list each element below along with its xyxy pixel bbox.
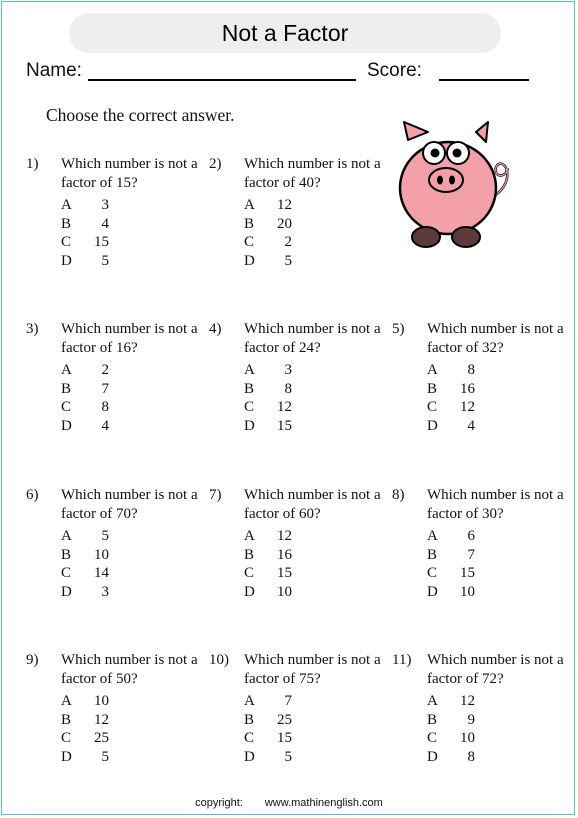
question-6 [26,486,206,616]
answer-option[interactable] [244,398,304,417]
footer [0,797,578,809]
question-number: 7) [209,487,222,503]
option-letter: D [244,748,255,765]
answer-option[interactable] [244,196,304,215]
answer-option[interactable] [244,692,304,711]
name-label: Name: [26,60,82,81]
option-letter: C [61,234,72,250]
option-value: 2 [101,362,109,378]
answer-option[interactable] [244,546,304,565]
answer-options [244,196,304,270]
question-5 [392,320,572,450]
score-field[interactable] [439,79,529,81]
answer-options [244,692,304,766]
option-value: 8 [101,399,109,415]
option-letter: C [244,399,255,415]
answer-options [244,527,304,601]
question-8 [392,486,572,616]
website-link[interactable]: www.mathinenglish.com [264,797,383,809]
question-number: 11) [392,652,412,668]
option-letter: B [61,215,72,232]
answer-option[interactable] [61,527,121,546]
question-1 [26,155,206,285]
question-number: 2) [209,156,222,172]
option-value: 15 [277,730,292,746]
question-number: 5) [392,321,405,337]
answer-option[interactable] [244,361,304,380]
option-letter: D [427,748,438,765]
option-letter: A [61,362,72,378]
option-letter: B [427,546,438,563]
option-value: 12 [277,399,292,415]
answer-option[interactable] [244,233,304,252]
option-value: 4 [101,215,109,232]
option-value: 12 [460,399,475,415]
option-letter: C [427,565,438,581]
option-letter: C [244,565,255,581]
option-value: 7 [101,380,109,397]
answer-option[interactable] [427,564,487,583]
option-value: 7 [467,546,475,563]
answer-option[interactable] [244,729,304,748]
option-value: 10 [94,546,109,563]
answer-option[interactable] [427,398,487,417]
question-text: Which number is not a factor of 15? [61,156,198,191]
name-score-row [26,60,546,84]
option-value: 4 [467,417,475,434]
answer-option[interactable] [427,361,487,380]
answer-option[interactable] [244,564,304,583]
option-value: 12 [460,693,475,709]
question-text: Which number is not a factor of 75? [244,652,381,687]
option-letter: C [244,730,255,746]
option-value: 10 [277,583,292,600]
answer-option[interactable] [244,711,304,730]
answer-option[interactable] [61,417,121,436]
page-title: Not a Factor [69,13,501,53]
option-value: 3 [101,583,109,600]
option-value: 8 [467,362,475,378]
option-value: 6 [467,528,475,544]
option-letter: B [61,546,72,563]
option-value: 9 [467,711,475,728]
option-letter: A [244,528,255,544]
option-letter: B [244,546,255,563]
answer-option[interactable] [61,398,121,417]
option-letter: A [61,693,72,709]
question-number: 4) [209,321,222,337]
question-text: Which number is not a factor of 60? [244,487,381,522]
question-number: 1) [26,156,39,172]
option-letter: B [427,380,438,397]
instructions: Choose the correct answer. [46,105,235,125]
option-letter: D [61,417,72,434]
option-letter: D [244,417,255,434]
question-9 [26,651,206,781]
question-text: Which number is not a factor of 30? [427,487,564,522]
answer-option[interactable] [244,215,304,234]
copyright-label: copyright: [195,797,243,809]
answer-options [61,527,121,601]
option-letter: D [61,748,72,765]
question-text: Which number is not a factor of 32? [427,321,564,356]
answer-options [61,361,121,435]
question-text: Which number is not a factor of 72? [427,652,564,687]
option-letter: B [244,711,255,728]
option-value: 10 [460,583,475,600]
option-letter: A [244,362,255,378]
answer-option[interactable] [244,380,304,399]
option-letter: D [427,417,438,434]
answer-option[interactable] [427,583,487,602]
option-value: 5 [284,748,292,765]
option-letter: A [427,693,438,709]
answer-option[interactable] [61,748,121,767]
option-letter: C [61,399,72,415]
question-text: Which number is not a factor of 70? [61,487,198,522]
answer-option[interactable] [427,546,487,565]
name-field[interactable] [88,79,356,81]
option-value: 25 [277,711,292,728]
option-value: 5 [101,748,109,765]
question-number: 10) [209,652,229,668]
option-letter: A [61,197,72,213]
answer-option[interactable] [61,215,121,234]
option-letter: A [427,528,438,544]
answer-option[interactable] [427,692,487,711]
option-letter: A [244,693,255,709]
option-value: 7 [284,693,292,709]
answer-option[interactable] [244,583,304,602]
answer-option[interactable] [61,252,121,271]
option-value: 12 [94,711,109,728]
question-4 [209,320,389,450]
question-text: Which number is not a factor of 24? [244,321,381,356]
option-value: 20 [277,215,292,232]
answer-option[interactable] [61,729,121,748]
question-text: Which number is not a factor of 40? [244,156,381,191]
answer-option[interactable] [427,527,487,546]
option-letter: D [244,252,255,269]
option-letter: A [244,197,255,213]
question-text: Which number is not a factor of 50? [61,652,198,687]
answer-option[interactable] [61,583,121,602]
answer-option[interactable] [427,417,487,436]
option-letter: B [61,711,72,728]
option-value: 25 [94,730,109,746]
question-7 [209,486,389,616]
option-letter: C [427,399,438,415]
option-letter: B [427,711,438,728]
option-value: 8 [467,748,475,765]
option-letter: C [427,730,438,746]
option-value: 5 [284,252,292,269]
option-value: 14 [94,565,109,581]
answer-option[interactable] [61,692,121,711]
option-letter: C [61,730,72,746]
answer-option[interactable] [427,729,487,748]
pig-icon [398,118,520,252]
answer-option[interactable] [244,527,304,546]
answer-option[interactable] [61,711,121,730]
question-2 [209,155,389,285]
answer-options [427,361,487,435]
answer-option[interactable] [61,196,121,215]
option-value: 15 [460,565,475,581]
answer-option[interactable] [61,361,121,380]
option-letter: B [244,215,255,232]
question-number: 8) [392,487,405,503]
question-10 [209,651,389,781]
option-letter: C [244,234,255,250]
option-value: 5 [101,252,109,269]
question-number: 9) [26,652,39,668]
answer-option[interactable] [244,748,304,767]
option-value: 2 [284,234,292,250]
question-11 [392,651,572,781]
option-letter: B [244,380,255,397]
option-letter: D [427,583,438,600]
answer-options [61,692,121,766]
answer-option[interactable] [61,233,121,252]
option-value: 8 [284,380,292,397]
answer-option[interactable] [427,380,487,399]
option-value: 16 [460,380,475,397]
question-number: 3) [26,321,39,337]
answer-options [244,361,304,435]
option-letter: A [427,362,438,378]
answer-option[interactable] [61,564,121,583]
question-number: 6) [26,487,39,503]
answer-option[interactable] [61,380,121,399]
option-value: 10 [460,730,475,746]
option-letter: C [61,565,72,581]
option-value: 10 [94,693,109,709]
option-value: 3 [101,197,109,213]
option-value: 16 [277,546,292,563]
answer-option[interactable] [244,252,304,271]
answer-option[interactable] [244,417,304,436]
option-value: 12 [277,528,292,544]
option-value: 12 [277,197,292,213]
question-3 [26,320,206,450]
question-text: Which number is not a factor of 16? [61,321,198,356]
score-label: Score: [367,60,422,81]
option-letter: D [244,583,255,600]
option-value: 15 [94,234,109,250]
option-value: 5 [101,528,109,544]
option-letter: A [61,528,72,544]
option-letter: B [61,380,72,397]
answer-option[interactable] [61,546,121,565]
option-value: 4 [101,417,109,434]
option-value: 15 [277,565,292,581]
option-value: 3 [284,362,292,378]
option-value: 15 [277,417,292,434]
answer-option[interactable] [427,711,487,730]
answer-options [427,527,487,601]
option-letter: D [61,252,72,269]
answer-option[interactable] [427,748,487,767]
answer-options [61,196,121,270]
option-letter: D [61,583,72,600]
answer-options [427,692,487,766]
